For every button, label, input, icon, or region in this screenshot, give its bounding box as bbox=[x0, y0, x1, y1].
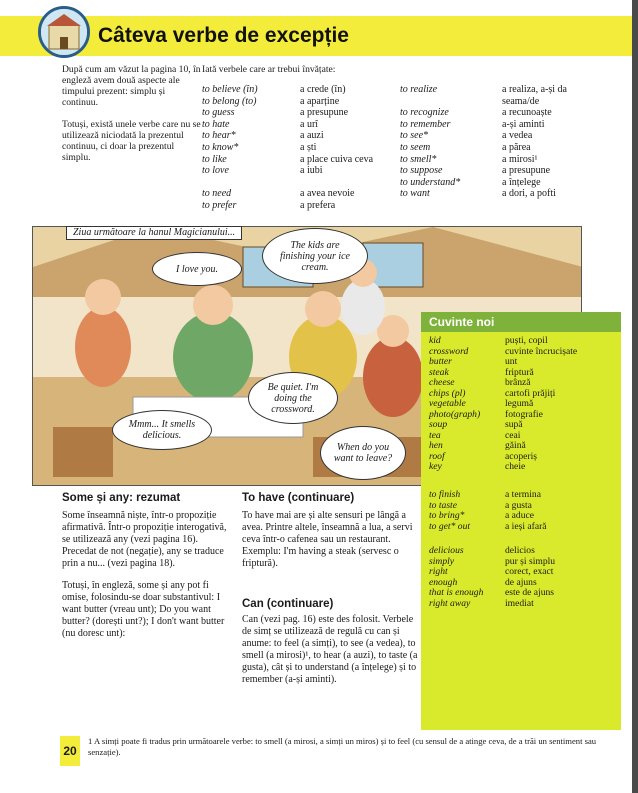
vocab-word-en: to finish bbox=[429, 489, 461, 500]
to-have-title: To have (continuare) bbox=[242, 492, 355, 504]
intro-paragraph: După cum am văzut la pagina 10, în engleză avem două aspecte ale timpului prezent: simplu și continuu. bbox=[62, 64, 201, 108]
verb-en: to believe (în) bbox=[202, 84, 258, 95]
verb-ro: a înțelege bbox=[502, 176, 541, 188]
vocab-word-en: delicious bbox=[429, 545, 464, 556]
speech-bubble: Mmm... It smells delicious. bbox=[112, 410, 212, 450]
verb-ro: a crede (în) bbox=[300, 84, 346, 95]
verb-ro: a dori, a pofti bbox=[502, 188, 556, 200]
vocab-word-en: chips (pl) bbox=[429, 387, 466, 399]
some-any-paragraph: Totuși, în engleză, some și any pot fi omise, folosindu-se doar substantivul: I want butter (vreau unt); Do you want butter? (dorești unt?); I don't want butter (nu doresc unt): bbox=[62, 580, 225, 639]
vocab-word-en: to get* out bbox=[429, 520, 471, 532]
verb-ro: a prefera bbox=[300, 199, 336, 211]
vocab-word-ro: puști, copil bbox=[505, 335, 548, 346]
vocab-word-en: enough bbox=[429, 576, 458, 588]
vocab-group1-ro bbox=[505, 336, 577, 473]
vocab-word-ro: ceai bbox=[505, 429, 521, 441]
vocab-word-ro: imediat bbox=[505, 597, 534, 609]
verb-en: to seem bbox=[400, 141, 431, 153]
can-body bbox=[242, 614, 418, 696]
vocab-title: Cuvinte noi bbox=[421, 312, 621, 332]
vocab-word-en: butter bbox=[429, 356, 452, 367]
verb-en: to love bbox=[202, 165, 229, 177]
vocab-word-en: kid bbox=[429, 335, 441, 346]
footnote: 1 A simți poate fi tradus prin următoarele verbe: to smell (a mirosi, a simți un miros) și to feel (cu sensul de a atinge ceva, de a trăi un sentiment sau senzație). bbox=[88, 736, 597, 757]
vocab-word-en: photo(graph) bbox=[429, 408, 481, 420]
verb-ro bbox=[300, 177, 373, 189]
verb-ro: seama/de bbox=[502, 95, 540, 107]
vocab-word-ro: găină bbox=[505, 440, 526, 451]
verb-ro: a părea bbox=[502, 141, 531, 153]
vocab-word-en: crossword bbox=[429, 345, 469, 357]
vocab-word-ro: legumă bbox=[505, 398, 534, 409]
verb-en: to like bbox=[202, 153, 227, 165]
vocab-word-en: cheese bbox=[429, 377, 455, 388]
vocab-word-en: right away bbox=[429, 597, 471, 609]
vocab-group2-ro bbox=[505, 490, 547, 532]
vocab-word-en: to bring* bbox=[429, 510, 465, 521]
vocab-word-en: roof bbox=[429, 450, 445, 462]
vocab-word-en: right bbox=[429, 566, 448, 577]
verb-en: to smell* bbox=[400, 153, 437, 165]
verb-en bbox=[400, 96, 460, 108]
verbs-col1-en bbox=[202, 84, 258, 212]
verb-en: to guess bbox=[202, 107, 235, 119]
verb-en: to need bbox=[202, 188, 232, 200]
verb-ro: a aparține bbox=[300, 95, 340, 107]
verb-en: to know* bbox=[202, 141, 239, 153]
vocab-group3-ro bbox=[505, 546, 555, 609]
verb-en: to belong (to) bbox=[202, 95, 257, 107]
vocab-word-ro: este de ajuns bbox=[505, 587, 555, 598]
verb-ro: a presupune bbox=[300, 107, 349, 119]
verb-en: to prefer bbox=[202, 199, 237, 211]
verb-ro: a auzi bbox=[300, 130, 324, 142]
vocab-group2-en bbox=[429, 490, 470, 532]
vocab-word-en: simply bbox=[429, 555, 455, 567]
vocab-word-ro: a termina bbox=[505, 489, 541, 500]
vocab-group3-en bbox=[429, 546, 483, 609]
vocab-word-ro: cartofi prăjiți bbox=[505, 387, 556, 399]
vocab-word-ro: unt bbox=[505, 356, 518, 367]
verb-en: to understand* bbox=[400, 176, 461, 188]
verb-ro: a presupune bbox=[502, 165, 551, 177]
vocab-word-ro: cuvinte încrucișate bbox=[505, 345, 578, 357]
vocab-word-ro: de ajuns bbox=[505, 576, 537, 588]
verb-ro: a recunoaște bbox=[502, 107, 552, 119]
vocab-word-ro: fotografie bbox=[505, 408, 543, 420]
verb-en: to hear* bbox=[202, 130, 236, 142]
vocab-word-ro: corect, exact bbox=[505, 566, 554, 577]
verb-en bbox=[202, 177, 258, 189]
vocab-word-en: tea bbox=[429, 429, 441, 441]
vocab-word-ro: brânză bbox=[505, 377, 531, 388]
verb-ro: a place cuiva ceva bbox=[300, 153, 374, 165]
speech-bubble: The kids are finishing your ice cream. bbox=[262, 228, 368, 284]
illustration-caption: Ziua următoare la hanul Magicianului... bbox=[66, 226, 242, 240]
vocab-word-ro: pur și simplu bbox=[505, 555, 556, 567]
verb-ro: a ști bbox=[300, 141, 317, 153]
verb-ro: a realiza, a-și da bbox=[502, 84, 567, 95]
vocab-word-ro: acoperiș bbox=[505, 450, 537, 462]
can-paragraph: Can (vezi pag. 16) este des folosit. Verbele de simț se utilizează de regulă cu can și anume: to feel (a simți), to see (a vedea), to smell (a mirosi)¹, to hear (a auzi), to taste (a gusta), cât și to understand (a înțelege) și to remember (a-și aminti). bbox=[242, 614, 418, 685]
verb-ro: a iubi bbox=[300, 165, 323, 177]
vocab-word-ro: delicios bbox=[505, 545, 535, 556]
vocab-word-en: that is enough bbox=[429, 587, 484, 598]
vocab-word-en: soup bbox=[429, 419, 448, 430]
to-have-body bbox=[242, 510, 418, 580]
verb-en: to realize bbox=[400, 84, 438, 95]
verb-en: to suppose bbox=[400, 165, 443, 177]
verbs-col2-en bbox=[400, 84, 460, 200]
verbs-lead: Iată verbele care ar trebui învățate: bbox=[202, 64, 336, 75]
verb-ro: a vedea bbox=[502, 130, 533, 142]
verb-en: to see* bbox=[400, 130, 429, 142]
speech-bubble: When do you want to leave? bbox=[320, 426, 406, 480]
vocab-word-en: vegetable bbox=[429, 398, 466, 409]
speech-bubble: Be quiet. I'm doing the crossword. bbox=[248, 372, 338, 424]
intro-paragraph: Totuși, există unele verbe care nu se utilizează niciodată la prezentul continuu, ci doar la prezentul simplu. bbox=[62, 119, 201, 163]
vocab-word-en: to taste bbox=[429, 499, 457, 511]
vocab-word-en: steak bbox=[429, 366, 449, 378]
verb-en: to hate bbox=[202, 118, 230, 130]
vocab-word-en: hen bbox=[429, 440, 443, 451]
page-number: 20 bbox=[60, 736, 80, 766]
vocab-word-ro: a gusta bbox=[505, 499, 532, 511]
page-edge bbox=[632, 0, 638, 793]
verbs-col1-ro bbox=[300, 84, 373, 212]
verb-en: to remember bbox=[400, 118, 451, 130]
verb-ro: a-și aminti bbox=[502, 118, 545, 130]
vocab-word-ro: cheie bbox=[505, 461, 526, 472]
verb-ro: a avea nevoie bbox=[300, 188, 355, 200]
vocab-word-ro: a aduce bbox=[505, 510, 535, 521]
vocab-word-en: key bbox=[429, 461, 442, 472]
verb-ro: a mirosi¹ bbox=[502, 153, 538, 165]
verb-en: to want bbox=[400, 188, 430, 200]
vocab-group1-en bbox=[429, 336, 480, 473]
can-title: Can (continuare) bbox=[242, 598, 334, 610]
verb-ro: a urî bbox=[300, 118, 319, 130]
to-have-paragraph: To have mai are și alte sensuri pe lângă a avea. Printre altele, înseamnă a lua, a servi ceva într-o cafenea sau un restaurant. Exemplu: I'm having a steak (servesc o friptură). bbox=[242, 510, 413, 569]
intro-text bbox=[62, 64, 202, 174]
some-any-title: Some și any: rezumat bbox=[62, 492, 181, 504]
vocab-word-ro: a ieși afară bbox=[505, 520, 547, 532]
vocab-box bbox=[421, 312, 621, 730]
vocab-word-ro: friptură bbox=[505, 366, 534, 378]
vocab-word-ro: supă bbox=[505, 419, 523, 430]
verb-en: to recognize bbox=[400, 107, 449, 119]
some-any-body bbox=[62, 510, 232, 650]
speech-bubble: I love you. bbox=[152, 252, 242, 286]
some-any-paragraph: Some înseamnă niște, într-o propoziție afirmativă. Într-o propoziție interogativă, se utilizează any (vezi pagina 16). Precedat de not (negație), any se traduce prin a nu... (vezi pagina 18). bbox=[62, 510, 227, 569]
magician-logo-icon bbox=[38, 6, 90, 58]
verbs-col2-ro bbox=[502, 84, 567, 200]
page-title: Câteva verbe de excepție bbox=[98, 24, 349, 47]
